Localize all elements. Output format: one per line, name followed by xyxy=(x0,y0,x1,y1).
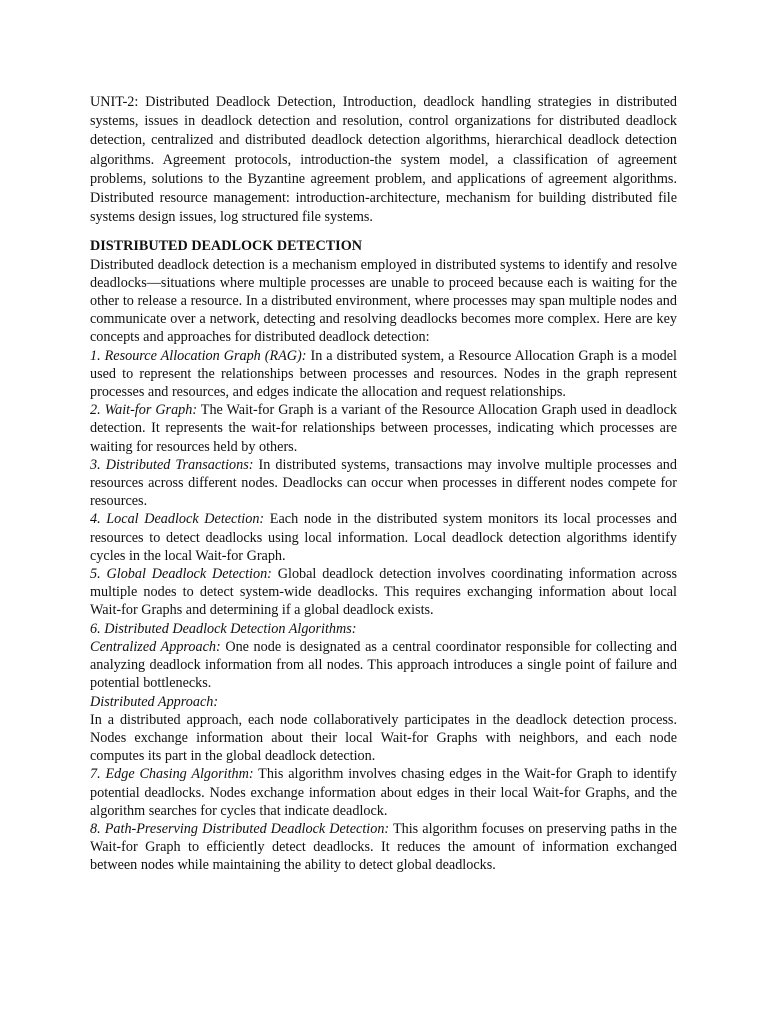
item-text: The Wait-for Graph is a variant of the Resource Allocation Graph used in deadlock detection. It represents the wait-for relationships between processes, indicating which processes are waiting for resources held by others. xyxy=(90,402,677,455)
item-path-preserving-detection xyxy=(90,820,677,875)
item-title: 1. Resource Allocation Graph (RAG): xyxy=(90,347,307,364)
item-distributed-transactions xyxy=(90,456,677,511)
item-text: In a distributed approach, each node collaboratively participates in the deadlock detection process. Nodes exchange information about their local Wait-for Graphs with neighbors, and each node computes its part in the global deadlock detection. xyxy=(90,711,677,765)
item-text: Global deadlock detection involves coordinating information across multiple nodes to detect system-wide deadlocks. This requires exchanging information about local Wait-for Graphs and determining if a global deadlock exists. xyxy=(90,566,677,619)
item-title: 4. Local Deadlock Detection: xyxy=(90,511,265,528)
item-title: 2. Wait-for Graph: xyxy=(90,402,198,419)
item-text: This algorithm involves chasing edges in the Wait-for Graph to identify potential deadlocks. Nodes exchange information about edges in their local Wait-for Graphs, and the algorithm searches for cycles that indicate deadlock. xyxy=(90,766,677,819)
item-resource-allocation-graph xyxy=(90,347,677,402)
item-detection-algorithms xyxy=(90,620,677,638)
item-distributed-approach-title xyxy=(90,693,677,711)
item-title: 6. Distributed Deadlock Detection Algorithms: xyxy=(90,620,357,637)
item-edge-chasing-algorithm xyxy=(90,765,677,820)
item-wait-for-graph xyxy=(90,401,677,456)
item-title: Centralized Approach: xyxy=(90,638,221,655)
document-page xyxy=(90,93,677,875)
item-title: Distributed Approach: xyxy=(90,693,219,710)
item-global-deadlock-detection xyxy=(90,565,677,620)
item-text: One node is designated as a central coordinator responsible for collecting and analyzing deadlock information from all nodes. This approach introduces a single point of failure and potential bottlenecks. xyxy=(90,638,677,692)
item-text: This algorithm focuses on preserving paths in the Wait-for Graph to efficiently detect deadlocks. It reduces the amount of information exchanged between nodes while maintaining the ability to detect global deadlocks. xyxy=(90,820,677,874)
item-text: In a distributed system, a Resource Allocation Graph is a model used to represent the relationships between processes and resources. Nodes in the graph represent processes and resources, and edges indicate the allocation and request relationships. xyxy=(90,347,678,401)
item-local-deadlock-detection xyxy=(90,510,677,565)
item-title: 7. Edge Chasing Algorithm: xyxy=(90,766,254,783)
item-title: 3. Distributed Transactions: xyxy=(90,456,254,473)
unit-intro-paragraph: UNIT-2: Distributed Deadlock Detection, Introduction, deadlock handling strategies in distributed systems, issues in deadlock detection and resolution, control organizations for distributed deadlock detection, centralized and distributed deadlock detection algorithms, hierarchical deadlock detection algorithms. Agreement protocols, introduction-the system model, a classification of agreement problems, solutions to the Byzantine agreement problem, and applications of agreement algorithms. Distributed resource management: introduction-architecture, mechanism for building distributed file systems design issues, log structured file systems. xyxy=(90,94,677,226)
item-title: 8. Path-Preserving Distributed Deadlock Detection: xyxy=(90,820,390,837)
item-centralized-approach xyxy=(90,638,677,693)
item-title: 5. Global Deadlock Detection: xyxy=(90,566,272,583)
overview-paragraph: Distributed deadlock detection is a mechanism employed in distributed systems to identify and resolve deadlocks—situations where multiple processes are unable to proceed because each is waiting for the other to release a resource. In a distributed environment, where processes may span multiple nodes and communicate over a network, detecting and resolving deadlocks becomes more complex. Here are key concepts and approaches for distributed deadlock detection: xyxy=(90,256,677,346)
item-text: In distributed systems, transactions may involve multiple processes and resources across different nodes. Deadlocks can occur when processes in different nodes compete for resources. xyxy=(90,456,677,510)
item-text: Each node in the distributed system monitors its local processes and resources to detect deadlocks using local information. Local deadlock detection algorithms identify cycles in the local Wait-for Graph. xyxy=(90,511,677,564)
item-distributed-approach-text xyxy=(90,711,677,766)
section-heading: DISTRIBUTED DEADLOCK DETECTION xyxy=(90,238,362,255)
